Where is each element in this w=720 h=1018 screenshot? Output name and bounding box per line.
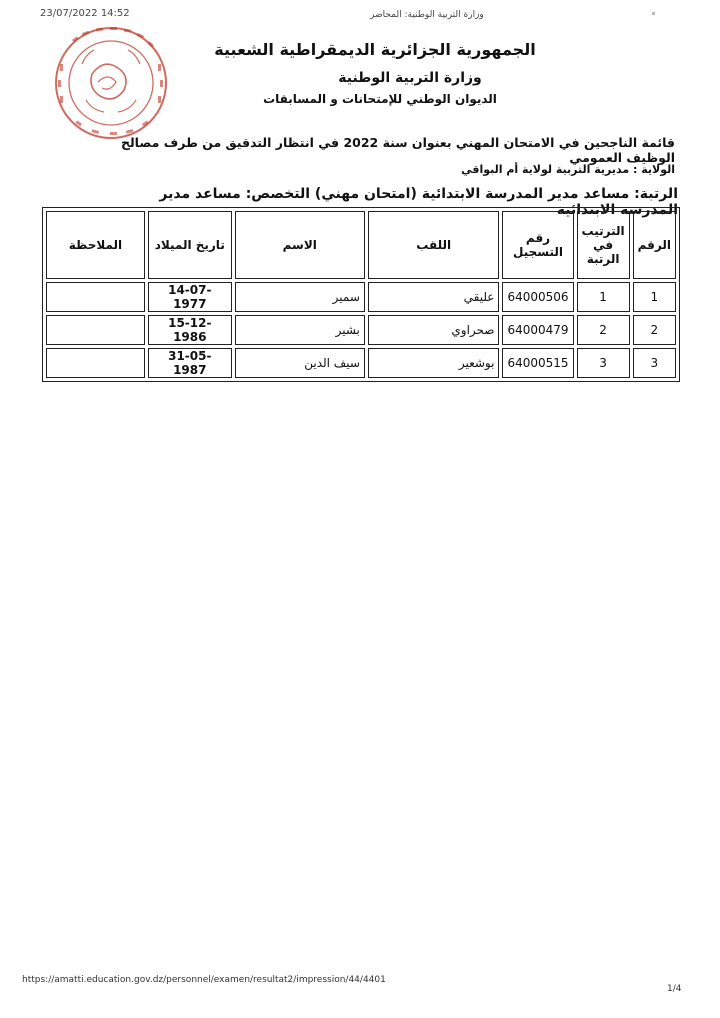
ministry-heading: وزارة التربية الوطنية — [338, 70, 482, 86]
print-site-title: وزارة التربية الوطنية: المحاضر — [370, 10, 484, 20]
cell-number: 2 — [633, 315, 676, 345]
cell-number: 1 — [633, 282, 676, 312]
cell-note — [46, 282, 145, 312]
cell-rank: 1 — [577, 282, 630, 312]
grade-line: الرتبة: مساعد مدير المدرسة الابتدائية (امتحان مهني) التخصص: مساعد مدير المدرسة الابتدائية — [159, 186, 678, 218]
list-title: قائمة الناجحين في الامتحان المهني بعنوان سنة 2022 في انتظار التدقيق من طرف مصالح الوظيف العمومي — [120, 135, 675, 165]
header-registration: رقم التسجيل — [502, 211, 573, 279]
official-stamp — [52, 24, 170, 142]
wilaya-line: الولاية : مديرية التربية لولاية أم البواقي — [461, 163, 675, 176]
cell-note — [46, 348, 145, 378]
cell-number: 3 — [633, 348, 676, 378]
cell-note — [46, 315, 145, 345]
header-name: الاسم — [235, 211, 365, 279]
footer-url[interactable]: https://amatti.education.gov.dz/personnel/examen/resultat2/impression/44/4401 — [22, 975, 386, 985]
header-rank: الترتيب في الرتبة — [577, 211, 630, 279]
header-note: الملاحظة — [46, 211, 145, 279]
cell-name: سمير — [235, 282, 365, 312]
table-row — [46, 315, 676, 345]
header-birth-date: تاريخ الميلاد — [148, 211, 232, 279]
cell-name: سيف الدين — [235, 348, 365, 378]
cell-rank: 3 — [577, 348, 630, 378]
cell-birth-date: 31-05-1987 — [148, 348, 232, 378]
cell-surname: بوشعير — [368, 348, 500, 378]
table-header-row — [46, 211, 676, 279]
cell-rank: 2 — [577, 315, 630, 345]
cell-surname: صحراوي — [368, 315, 500, 345]
page-number: 1/4 — [667, 984, 682, 994]
header-surname: اللقب — [368, 211, 500, 279]
cell-surname: عليقي — [368, 282, 500, 312]
table-row — [46, 282, 676, 312]
cell-registration: 64000506 — [502, 282, 573, 312]
cell-registration: 64000515 — [502, 348, 573, 378]
cell-name: بشير — [235, 315, 365, 345]
table-row — [46, 348, 676, 378]
stamp-seal-icon — [52, 24, 170, 142]
results-table — [42, 207, 680, 382]
republic-heading: الجمهورية الجزائرية الديمقراطية الشعبية — [214, 40, 536, 59]
cell-birth-date: 15-12-1986 — [148, 315, 232, 345]
print-datetime: 23/07/2022 14:52 — [40, 8, 130, 19]
header-number: الرقم — [633, 211, 676, 279]
scan-speck — [652, 12, 655, 15]
cell-birth-date: 14-07-1977 — [148, 282, 232, 312]
office-heading: الديوان الوطني للإمتحانات و المسابقات — [263, 92, 497, 106]
cell-registration: 64000479 — [502, 315, 573, 345]
